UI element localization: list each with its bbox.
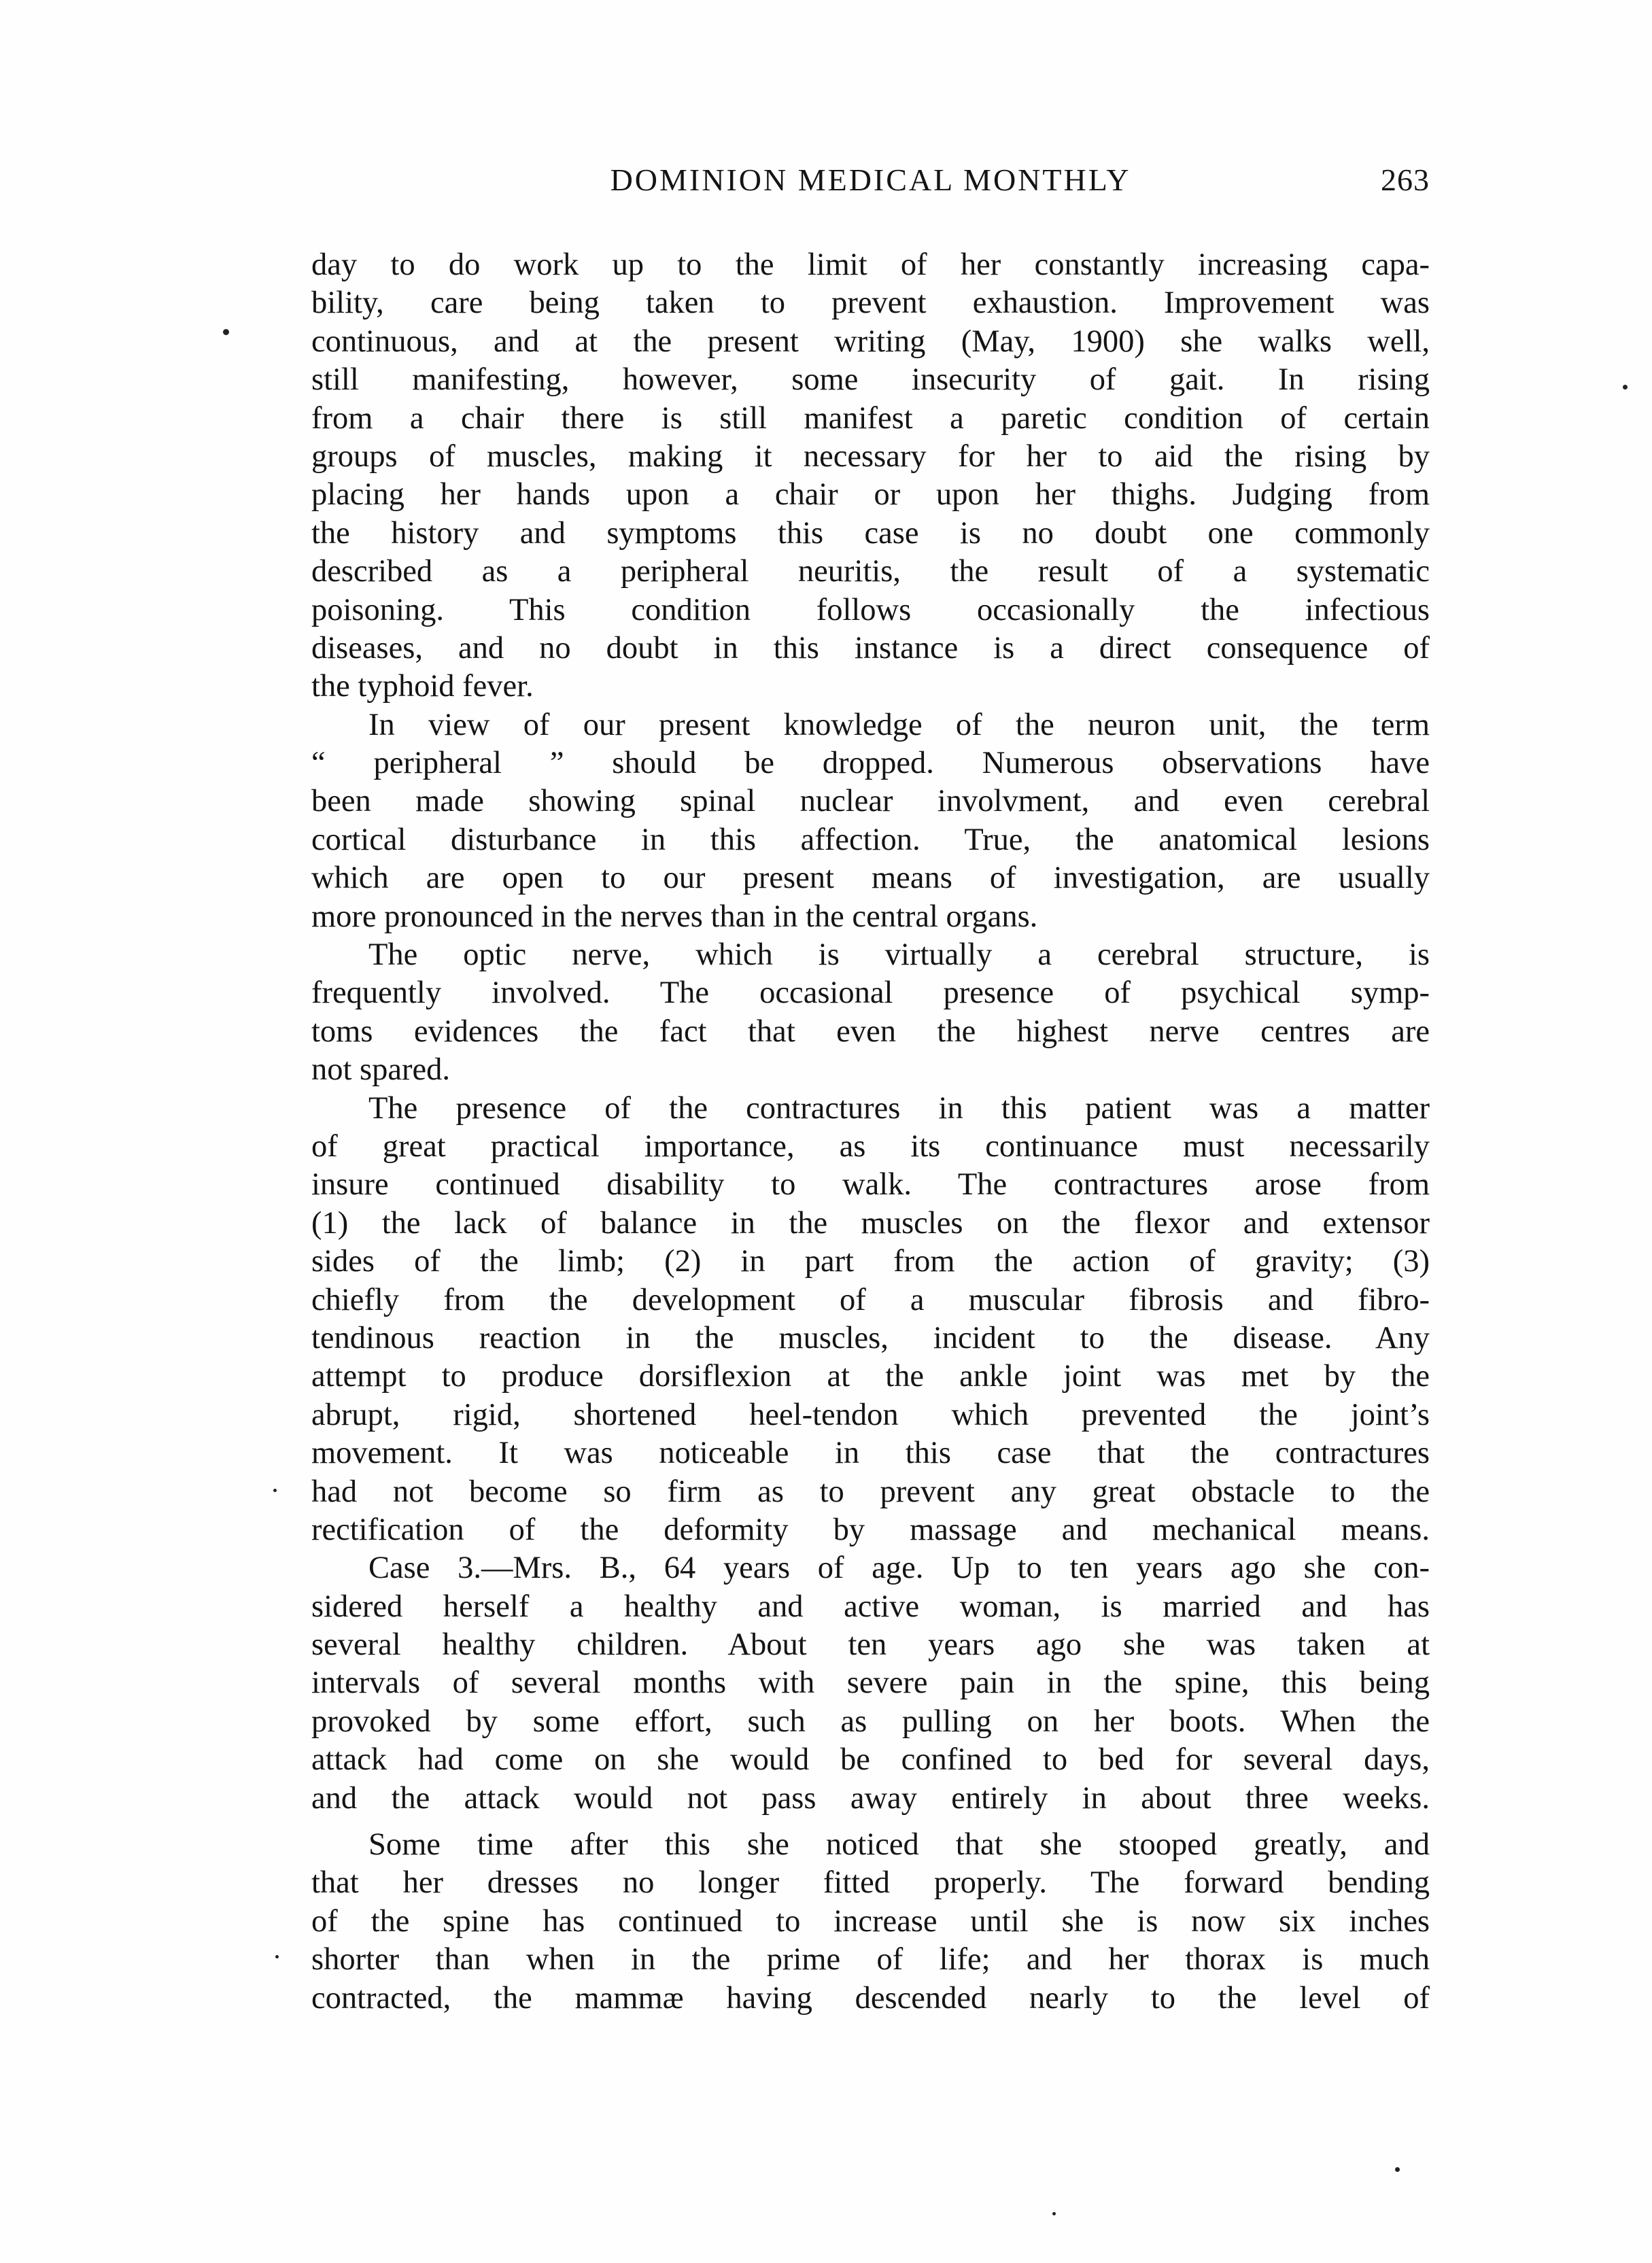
- text-line: abrupt, rigid, shortened heel-tendon which prevented the joint’s: [311, 1397, 1430, 1432]
- text-line: frequently involved. The occasional presence of psychical symp-: [311, 975, 1430, 1011]
- text-line: diseases, and no doubt in this instance is a direct consequence of: [311, 630, 1430, 666]
- text-line: movement. It was noticeable in this case that the contractures: [311, 1436, 1430, 1471]
- text-line: which are open to our present means of investigation, are usually: [311, 861, 1430, 896]
- text-line: still manifesting, however, some insecurity of gait. In rising: [311, 362, 1430, 398]
- text-line: poisoning. This condition follows occasionally the infectious: [311, 592, 1430, 627]
- scan-speck: [1052, 2212, 1056, 2215]
- scan-speck: [1623, 385, 1628, 390]
- paragraph-start-line: The presence of the contractures in this patient was a matter: [368, 1090, 1430, 1126]
- text-line: of the spine has continued to increase until she is now six inches: [311, 1903, 1430, 1939]
- journal-title: DOMINION MEDICAL MONTHLY: [610, 162, 1131, 197]
- text-line: contracted, the mammæ having descended nearly to the level of: [311, 1980, 1430, 2016]
- scan-speck: [275, 1955, 279, 1958]
- text-line: insure continued disability to walk. The contractures arose from: [311, 1167, 1430, 1203]
- text-line: the history and symptoms this case is no doubt one commonly: [311, 515, 1430, 551]
- article-body: [311, 246, 1430, 2018]
- text-line: shorter than when in the prime of life; and her thorax is much: [311, 1942, 1430, 1977]
- text-line: the typhoid fever.: [311, 669, 534, 704]
- text-line: placing her hands upon a chair or upon her thighs. Judging from: [311, 477, 1430, 513]
- text-line: more pronounced in the nerves than in the central organs.: [311, 899, 1038, 934]
- text-line: had not become so firm as to prevent any great obstacle to the: [311, 1474, 1430, 1509]
- text-line: and the attack would not pass away entirely in about three weeks.: [311, 1780, 1430, 1816]
- running-head: [311, 162, 1430, 209]
- text-line: tendinous reaction in the muscles, incident to the disease. Any: [311, 1320, 1430, 1355]
- text-line: described as a peripheral neuritis, the result of a systematic: [311, 554, 1430, 589]
- text-line: cortical disturbance in this affection. True, the anatomical lesions: [311, 822, 1430, 857]
- text-line: that her dresses no longer fitted properly. The forward bending: [311, 1865, 1430, 1901]
- page-number: 263: [1381, 162, 1430, 197]
- text-line: continuous, and at the present writing (May, 1900) she walks well,: [311, 324, 1430, 359]
- text-line: intervals of several months with severe pain in the spine, this being: [311, 1665, 1430, 1701]
- paragraph-start-line: The optic nerve, which is virtually a cerebral structure, is: [368, 937, 1430, 973]
- text-line: bility, care being taken to prevent exhaustion. Improvement was: [311, 286, 1430, 321]
- scan-speck: [223, 329, 229, 335]
- paragraph-start-line: In view of our present knowledge of the neuron unit, the term: [368, 707, 1430, 742]
- text-line: chiefly from the development of a muscular fibrosis and fibro-: [311, 1282, 1430, 1317]
- case-heading-line: Case 3.—Mrs. B., 64 years of age. Up to ten years ago she con-: [368, 1551, 1430, 1586]
- text-line: rectification of the deformity by massage and mechanical means.: [311, 1512, 1430, 1547]
- text-line: sides of the limb; (2) in part from the action of gravity; (3): [311, 1244, 1430, 1279]
- text-line: groups of muscles, making it necessary for her to aid the rising by: [311, 438, 1430, 474]
- text-line: “ peripheral ” should be dropped. Numerous observations have: [311, 746, 1430, 781]
- text-line: several healthy children. About ten years ago she was taken at: [311, 1627, 1430, 1663]
- paragraph-start-line: Some time after this she noticed that she stooped greatly, and: [368, 1827, 1430, 1863]
- text-line: attempt to produce dorsiflexion at the ankle joint was met by the: [311, 1359, 1430, 1394]
- text-line: from a chair there is still manifest a paretic condition of certain: [311, 400, 1430, 436]
- text-line: sidered herself a healthy and active woman, is married and has: [311, 1589, 1430, 1624]
- text-line: not spared.: [311, 1052, 451, 1088]
- text-line: day to do work up to the limit of her constantly increasing capa-: [311, 247, 1430, 282]
- text-line: of great practical importance, as its continuance must necessarily: [311, 1128, 1430, 1164]
- text-line: toms evidences the fact that even the highest nerve centres are: [311, 1014, 1430, 1049]
- text-line: attack had come on she would be confined to bed for several days,: [311, 1742, 1430, 1778]
- scan-speck: [273, 1489, 277, 1492]
- scan-speck: [1395, 2167, 1400, 2172]
- text-line: been made showing spinal nuclear involvment, and even cerebral: [311, 784, 1430, 819]
- text-line: (1) the lack of balance in the muscles on the flexor and extensor: [311, 1205, 1430, 1241]
- paragraph-gap: [311, 1818, 1430, 1826]
- text-line: provoked by some effort, such as pulling on her boots. When the: [311, 1704, 1430, 1739]
